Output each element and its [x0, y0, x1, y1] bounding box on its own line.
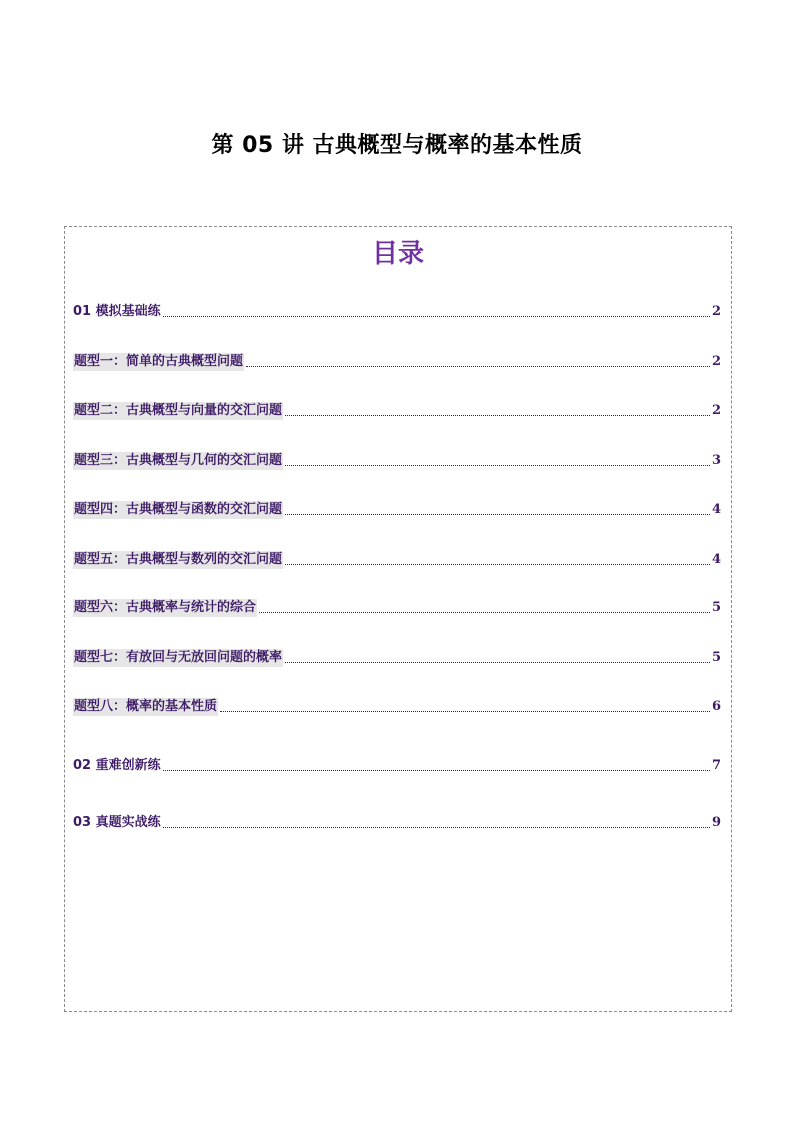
- toc-entry-type-4[interactable]: [73, 499, 721, 519]
- toc-page-number: 6: [711, 699, 721, 714]
- toc-leader-dots: [246, 365, 710, 367]
- table-of-contents: [64, 226, 732, 1012]
- toc-page-number: 4: [711, 552, 721, 567]
- toc-leader-dots: [285, 661, 710, 663]
- toc-page-number: 7: [711, 758, 721, 773]
- toc-entry-type-2[interactable]: [73, 400, 721, 420]
- toc-entry-label: 题型八：概率的基本性质: [74, 699, 218, 714]
- toc-page-number: 5: [711, 600, 721, 615]
- page-title: 第 05 讲 古典概型与概率的基本性质: [211, 133, 583, 158]
- toc-page-number: 3: [711, 453, 721, 468]
- toc-heading: 目录: [371, 239, 424, 269]
- toc-entry-type-5[interactable]: [73, 549, 721, 569]
- toc-entry-label: 题型一：简单的古典概型问题: [74, 354, 244, 369]
- toc-entry-label: 题型三：古典概型与几何的交汇问题: [74, 453, 283, 468]
- toc-leader-dots: [220, 710, 710, 712]
- toc-page-number: 4: [711, 502, 721, 517]
- toc-entry-type-8[interactable]: [73, 696, 721, 716]
- toc-leader-dots: [285, 414, 710, 416]
- toc-entry-03-real-exam-practice[interactable]: [73, 812, 721, 832]
- toc-entry-type-3[interactable]: [73, 450, 721, 470]
- toc-entry-label: 题型二：古典概型与向量的交汇问题: [74, 403, 283, 418]
- toc-page-number: 2: [711, 354, 721, 369]
- toc-leader-dots: [285, 464, 710, 466]
- toc-entry-type-7[interactable]: [73, 647, 721, 667]
- toc-entry-type-6[interactable]: [73, 597, 721, 617]
- toc-entry-label: 03 真题实战练: [73, 815, 161, 830]
- toc-entry-label: 01 模拟基础练: [73, 304, 161, 319]
- toc-page-number: 5: [711, 650, 721, 665]
- toc-leader-dots: [285, 513, 710, 515]
- toc-leader-dots: [285, 563, 710, 565]
- toc-entry-label: 题型七：有放回与无放回问题的概率: [74, 650, 283, 665]
- toc-page-number: 9: [711, 815, 721, 830]
- toc-leader-dots: [163, 315, 710, 317]
- toc-leader-dots: [259, 611, 710, 613]
- toc-entry-02-advanced-practice[interactable]: [73, 755, 721, 775]
- toc-page-number: 2: [711, 304, 721, 319]
- toc-entry-type-1[interactable]: [73, 351, 721, 371]
- toc-page-number: 2: [711, 403, 721, 418]
- toc-entry-01-basic-practice[interactable]: [73, 301, 721, 321]
- toc-leader-dots: [163, 769, 710, 771]
- toc-entry-label: 题型五：古典概型与数列的交汇问题: [74, 552, 283, 567]
- toc-entry-label: 题型四：古典概型与函数的交汇问题: [74, 502, 283, 517]
- toc-entry-label: 02 重难创新练: [73, 758, 161, 773]
- toc-leader-dots: [163, 826, 710, 828]
- toc-entry-label: 题型六：古典概率与统计的综合: [74, 600, 257, 615]
